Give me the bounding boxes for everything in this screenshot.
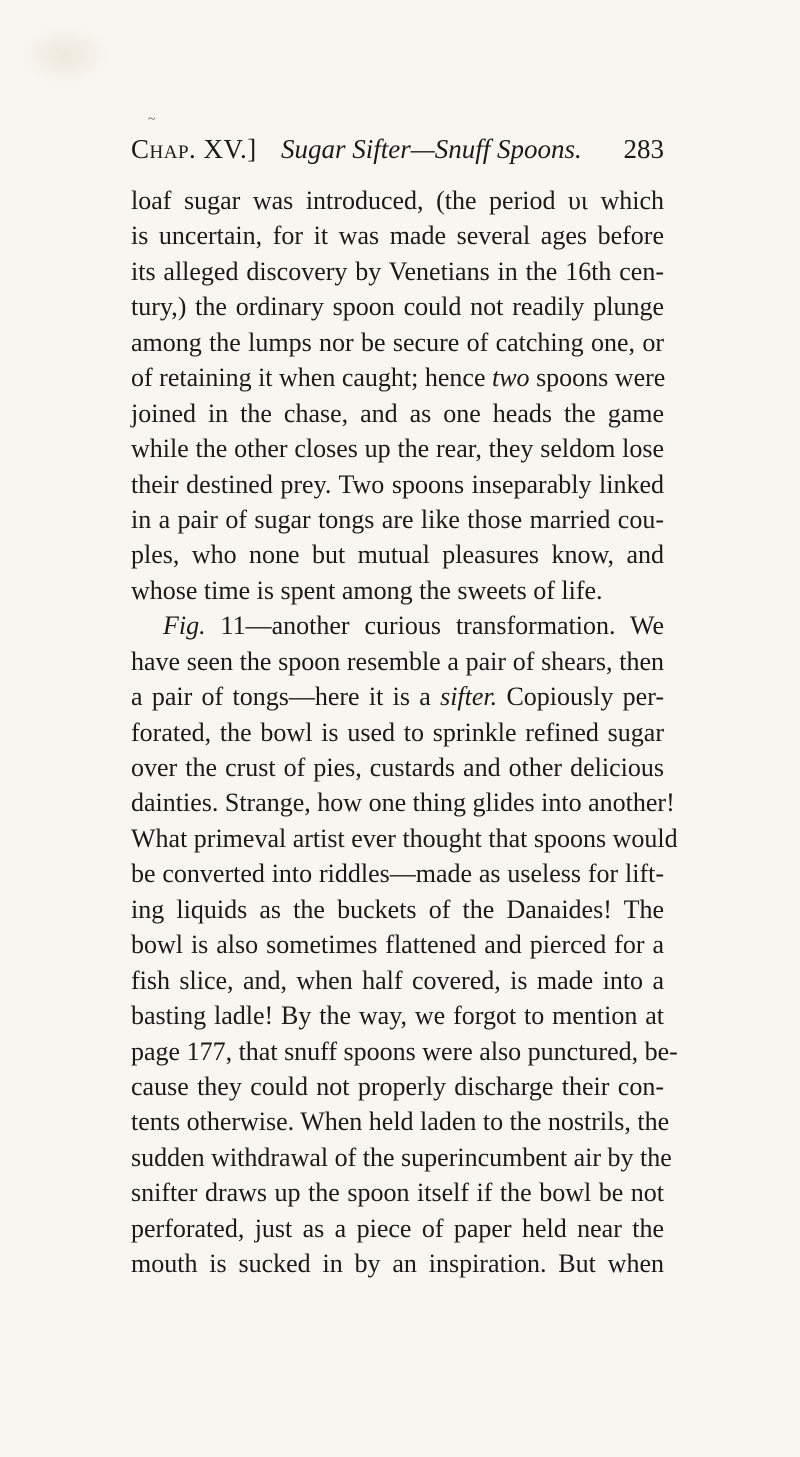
text-line: is uncertain, for it was made several ages before (131, 221, 664, 251)
italic-word: two (491, 363, 530, 393)
text-line: perforated, just as a piece of paper held near the (131, 1213, 664, 1243)
text-line: mouth is sucked in by an inspiration. But when (131, 1249, 664, 1279)
text-line: What primeval artist ever thought that spoons would (131, 823, 678, 853)
text-line: loaf sugar was introduced, (the period υι which (131, 186, 664, 215)
text-segment: spoons were (529, 363, 666, 393)
text-line: ing liquids as the buckets of the Danaides! The (131, 894, 664, 924)
text-line: forated, the bowl is used to sprinkle refined sugar (131, 717, 664, 747)
text-line: in a pair of sugar tongs are like those married cou- (131, 504, 664, 534)
text-line: tury,) the ordinary spoon could not readily plunge (131, 292, 664, 322)
page-stain (20, 25, 110, 85)
text-line: cause they could not properly discharge their con- (131, 1071, 664, 1101)
chapter-prefix: Chap. (131, 134, 197, 164)
text-segment: Copiously per- (497, 682, 665, 712)
text-line: dainties. Strange, how one thing glides into another! (131, 788, 675, 818)
text-line: among the lumps nor be secure of catching one, or (131, 327, 664, 357)
running-title: Sugar Sifter—Snuff Spoons. (281, 134, 582, 164)
text-line: basting ladle! By the way, we forgot to mention at (131, 1001, 664, 1031)
text-line: while the other closes up the rear, they seldom lose (131, 434, 664, 464)
text-line: whose time is spent among the sweets of life. (131, 575, 603, 605)
text-line: have seen the spoon resemble a pair of shears, then (131, 646, 664, 676)
chapter-number: XV.] (203, 134, 257, 164)
text-line: over the crust of pies, custards and other delicious (131, 753, 664, 782)
page-number: 283 (623, 134, 664, 164)
text-line: fish slice, and, when half covered, is made into a (131, 965, 664, 995)
body-text (131, 183, 678, 1282)
text-line: sudden withdrawal of the superincumbent air by the (131, 1142, 672, 1172)
text-line: ples, who none but mutual pleasures know, and (131, 540, 664, 570)
text-line: tents otherwise. When held laden to the nostrils, the (131, 1107, 670, 1137)
text-line: page 177, that snuff spoons were also punctured, be- (131, 1036, 678, 1066)
chapter-label (131, 129, 257, 169)
text-line (131, 679, 664, 714)
italic-word: sifter. (440, 682, 498, 712)
text-line (131, 608, 664, 643)
text-segment: of retaining it when caught; hence (131, 363, 492, 393)
text-line: be converted into riddles—made as useless for lift- (131, 859, 664, 889)
running-head (131, 129, 664, 169)
text-segment: 11—another curious transformation. We (205, 611, 664, 641)
text-line: joined in the chase, and as one heads the game (131, 398, 664, 428)
text-line: their destined prey. Two spoons inseparably linked (131, 469, 664, 499)
text-line: its alleged discovery by Venetians in the 16th cen- (131, 256, 664, 286)
text-line: snifter draws up the spoon itself if the bowl be not (131, 1178, 664, 1208)
text-segment: a pair of tongs—here it is a (131, 682, 441, 712)
caret-mark: ~ (148, 112, 156, 127)
italic-word: Fig. (163, 611, 206, 641)
text-line: bowl is also sometimes flattened and pierced for a (131, 930, 664, 960)
text-line (131, 360, 664, 395)
